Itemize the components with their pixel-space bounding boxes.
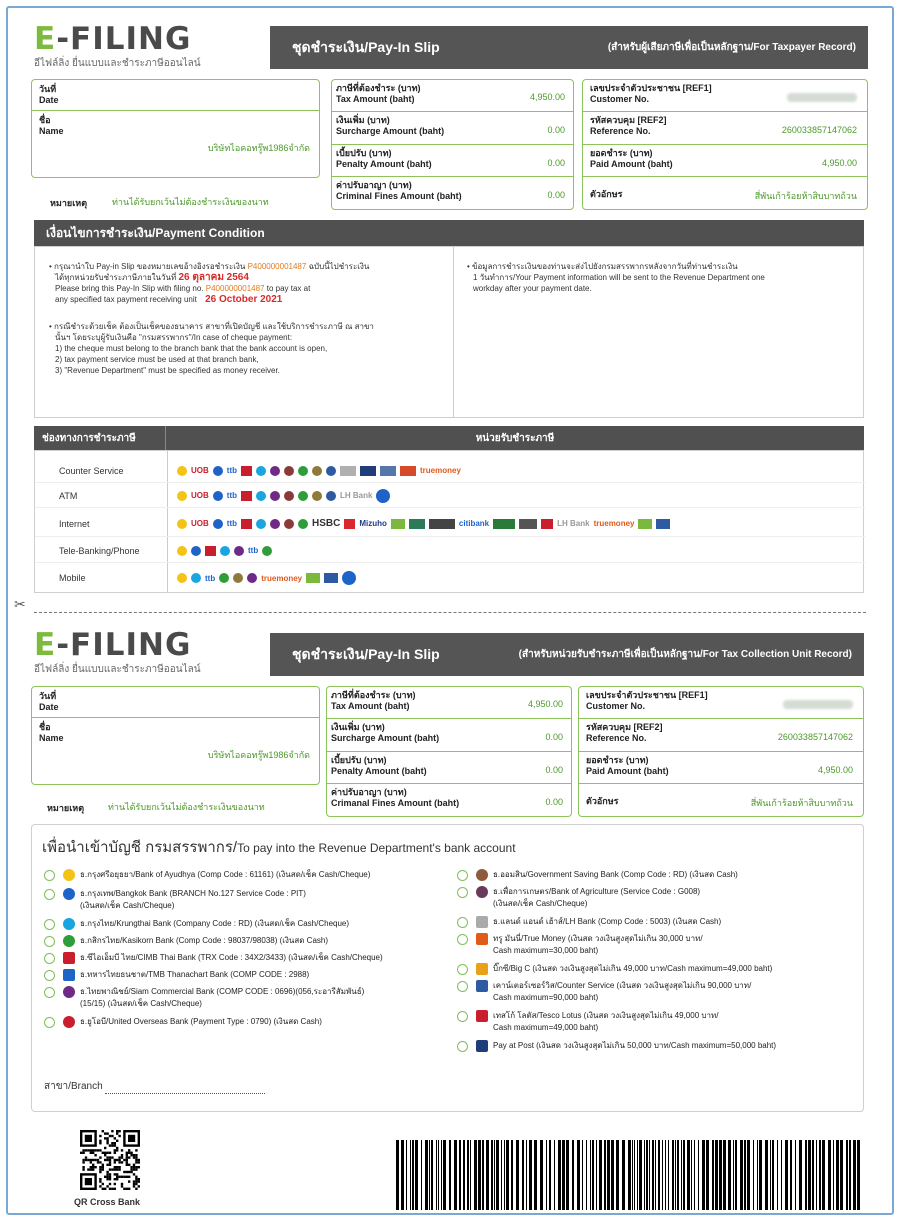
cimb-icon [63, 952, 75, 964]
payment-condition-header: เงื่อนไขการชำระเงิน/Payment Condition [34, 220, 864, 246]
radio-button[interactable] [457, 870, 468, 881]
slip1-title: ชุดชำระเงิน/Pay-In Slip [292, 38, 440, 55]
slip1-reference-box [582, 79, 868, 210]
bank-option[interactable]: เคาน์เตอร์เซอร์วิส/Counter Service (เงินสด วงเงินสูงสุดไม่เกิน 90,000 บาท/ [457, 980, 862, 992]
surcharge-label: เงินเพิ่ม (บาท) Surcharge Amount (baht) [336, 115, 445, 136]
logo-letter: E [34, 627, 57, 663]
qr-label: QR Cross Bank [74, 1197, 141, 1207]
uob-icon [63, 1016, 75, 1028]
slip2-title: ชุดชำระเงิน/Pay-In Slip [292, 645, 440, 662]
bank-option[interactable]: ธ.เพื่อการเกษตร/Bank of Agriculture (Service Code : G008) [457, 886, 862, 898]
bank-option-note: Cash maximum=49,000 baht) [493, 1023, 599, 1032]
channel-row: ATM UOB ttb LH Bank [35, 484, 865, 508]
radio-button[interactable] [44, 987, 55, 998]
channel-logos: UOB ttb truemoney [167, 459, 461, 482]
channels-table [34, 450, 864, 593]
scb-icon [63, 986, 75, 998]
fine-label: ค่าปรับอาญา (บาท) Criminal Fines Amount (baht) [336, 180, 462, 201]
condition-left-text: • กรุณานำใบ Pay-in Slip ของหมายเลขอ้างอิงรอชำระเงิน P400000001487 ฉบับนี้ไปชำระเงิน ได้ทุกหน่วยรับชำระภาษีภายในวันที่ 26 ตุลาคม 2564 Please bring this Pay-In Slip with filing no. P400000001487 to pay tax at any specified tax payment receiving unit 26 October 2021 • กรณีชำระด้วยเช็ค ต้องเป็นเช็คของธนาคาร สาขาที่เปิดบัญชี และใช้บริการชำระภาษี ณ สาขา นั้นฯ โดยระบุผู้รับเงินคือ "กรมสรรพากร"/In case of cheque payment: 1) the cheque must belong to the branch bank that the bank account is open, 2) tax payment service must be used at that branch bank, 3) "Revenue Department" must be specified as money receiver. [49, 262, 374, 375]
radio-button[interactable] [457, 964, 468, 975]
penalty-value: 0.00 [547, 158, 565, 168]
bank-option[interactable]: ธ.กรุงไทย/Krungthai Bank (Company Code : RD) (เงินสด/เช็ค Cash/Cheque) [44, 918, 464, 930]
surcharge-value: 0.00 [545, 732, 563, 742]
channels-col1: ช่องทางการชำระภาษี [34, 426, 166, 450]
channel-logos: ttb truemoney [167, 565, 356, 591]
name-label: ชื่อ Name [39, 115, 64, 136]
bank-account-title: เพื่อนำเข้าบัญชี กรมสรรพากร/To pay into the Revenue Department's bank account [42, 839, 516, 856]
bank-option-note: (เงินสด/เช็ค Cash/Cheque) [493, 899, 588, 908]
bank-option[interactable]: เทสโก้ โลตัส/Tesco Lotus (เงินสด วงเงินสูงสุดไม่เกิน 49,000 บาท/ [457, 1010, 862, 1022]
note-label: หมายเหตุ [50, 198, 88, 208]
channels-header [34, 426, 864, 450]
fine-label: ค่าปรับอาญา (บาท) Crimanal Fines Amount (baht) [331, 787, 460, 808]
letters-value: สี่พันเก้าร้อยห้าสิบบาทถ้วน [750, 798, 853, 808]
bank-option[interactable]: ธ.ยูโอบี/United Overseas Bank (Payment Type : 0790) (เงินสด Cash) [44, 1016, 464, 1028]
radio-button[interactable] [457, 981, 468, 992]
penalty-label: เบี้ยปรับ (บาท) Penalty Amount (baht) [331, 755, 427, 776]
bank-option-note: Cash maximum=90,000 baht) [493, 993, 599, 1002]
bank-option[interactable]: ธ.ออมสิน/Government Saving Bank (Comp Code : RD) (เงินสด Cash) [457, 869, 862, 881]
branch-field[interactable] [44, 1079, 265, 1094]
cut-line [34, 612, 866, 613]
bank-option-note: (เงินสด/เช็ค Cash/Cheque) [80, 901, 175, 910]
penalty-label: เบี้ยปรับ (บาท) Penalty Amount (baht) [336, 148, 432, 169]
bank-option[interactable]: ธ.ซีไอเอ็มบี ไทย/CIMB Thai Bank (TRX Code : 34X2/3433) (เงินสด/เช็ค Cash/Cheque) [44, 952, 464, 964]
gsb-icon [476, 869, 488, 881]
radio-button[interactable] [44, 919, 55, 930]
slip2-date-name-box [31, 686, 320, 785]
tax-label: ภาษีที่ต้องชำระ (บาท) Tax Amount (baht) [331, 690, 416, 711]
surcharge-value: 0.00 [547, 125, 565, 135]
channel-row: Internet UOB ttb HSBC Mizuho citibank LH Bank truemoney [35, 511, 865, 537]
bank-option[interactable]: ธ.แลนด์ แอนด์ เฮ้าส์/LH Bank (Comp Code : 5003) (เงินสด Cash) [457, 916, 862, 928]
customer-label: เลขประจำตัวประชาชน [REF1] Customer No. [586, 690, 708, 711]
name-value: บริษัทไอคอทรู๊พ1986จำกัด [207, 143, 310, 153]
note-label: หมายเหตุ [47, 803, 85, 813]
qr-code [80, 1130, 140, 1190]
logo-word: -FILING [56, 21, 192, 57]
slip1-header [270, 26, 868, 69]
customer-value-blurred [783, 700, 853, 711]
bank-option[interactable]: ธ.ไทยพาณิชย์/Siam Commercial Bank (COMP CODE : 0696)(056,ระอารีสัมพันธ์) [44, 986, 464, 998]
bank-option[interactable]: ธ.กรุงเทพ/Bangkok Bank (BRANCH No.127 Service Code : PIT) [44, 888, 464, 900]
channel-row: Tele-Banking/Phone ttb [35, 539, 865, 563]
barcode [396, 1140, 868, 1210]
letters-label: ตัวอักษร [590, 189, 623, 199]
radio-button[interactable] [457, 887, 468, 898]
bank-option-note: Cash maximum=30,000 baht) [493, 946, 599, 955]
slip1-amount-box [331, 79, 574, 210]
radio-button[interactable] [457, 1011, 468, 1022]
letters-value: สี่พันเก้าร้อยห้าสิบบาทถ้วน [754, 191, 857, 201]
bigc-icon [476, 963, 488, 975]
logo-letter: E [34, 21, 57, 57]
radio-button[interactable] [44, 1017, 55, 1028]
paid-label: ยอดชำระ (บาท) Paid Amount (baht) [586, 755, 669, 776]
lh-bank-icon [476, 916, 488, 928]
bank-option[interactable]: ธ.กรุงศรีอยุธยา/Bank of Ayudhya (Comp Code : 61161) (เงินสด/เช็ค Cash/Cheque) [44, 869, 464, 881]
name-value: บริษัทไอคอทรู๊พ1986จำกัด [207, 750, 310, 760]
slip2-header [270, 633, 864, 676]
radio-button[interactable] [457, 934, 468, 945]
bank-list-right [457, 869, 862, 1052]
tax-value: 4,950.00 [527, 699, 563, 709]
channel-logos: ttb [167, 539, 272, 562]
krungthai-icon [63, 918, 75, 930]
bank-option[interactable]: ทรู มันนี่/True Money (เงินสด วงเงินสูงสุดไม่เกิน 30,000 บาท/ [457, 933, 862, 945]
penalty-value: 0.00 [545, 765, 563, 775]
scissor-icon: ✂ [14, 596, 26, 612]
slip2-amount-box [326, 686, 572, 817]
bank-option-note: (15/15) (เงินสด/เช็ค Cash/Cheque) [80, 999, 202, 1008]
condition-right-text: • ข้อมูลการชำระเงินของท่านจะส่งไปยังกรมสรรพากรหลังจากวันที่ท่านชำระเงิน 1 วันทำการ/Your Payment information will be sent to the Revenue Department one workday after your payment date. [467, 262, 765, 293]
tesco-icon [476, 1010, 488, 1022]
truemoney-icon [476, 933, 488, 945]
radio-button[interactable] [457, 917, 468, 928]
tax-value: 4,950.00 [529, 92, 565, 102]
channel-logos: UOB ttb LH Bank [167, 484, 390, 507]
efiling-logo-2 [34, 628, 201, 677]
channel-row: Counter Service UOB ttb truemoney [35, 459, 865, 483]
efiling-logo [34, 22, 201, 71]
krungsri-icon [63, 869, 75, 881]
bank-option[interactable]: บิ๊กซี/Big C (เงินสด วงเงินสูงสุดไม่เกิน 49,000 บาท/Cash maximum=49,000 baht) [457, 963, 862, 975]
fine-value: 0.00 [545, 797, 563, 807]
reference-value: 260033857147062 [777, 732, 853, 742]
surcharge-label: เงินเพิ่ม (บาท) Surcharge Amount (baht) [331, 722, 440, 743]
radio-button[interactable] [44, 936, 55, 947]
channel-logos: UOB ttb HSBC Mizuho citibank LH Bank truemoney [167, 511, 670, 536]
radio-button[interactable] [44, 870, 55, 881]
bank-option[interactable]: Pay at Post (เงินสด วงเงินสูงสุดไม่เกิน 50,000 บาท/Cash maximum=50,000 baht) [457, 1040, 862, 1052]
baac-icon [476, 886, 488, 898]
date-label: วันที่ Date [39, 84, 59, 105]
customer-value-blurred [787, 93, 857, 104]
due-date-en: 26 October 2021 [205, 294, 283, 305]
radio-button[interactable] [44, 970, 55, 981]
channels-col2: หน่วยรับชำระภาษี [475, 432, 555, 444]
fine-value: 0.00 [547, 190, 565, 200]
paid-value: 4,950.00 [821, 158, 857, 168]
pay-at-post-icon [476, 1040, 488, 1052]
slip2-subtitle: (สำหรับหน่วยรับชำระภาษีเพื่อเป็นหลักฐาน/For Tax Collection Unit Record) [518, 649, 852, 660]
kasikorn-icon [63, 935, 75, 947]
reference-label: รหัสควบคุม [REF2] Reference No. [586, 722, 663, 743]
bank-option[interactable]: ธ.กสิกรไทย/Kasikorn Bank (Comp Code : 98037/98038) (เงินสด Cash) [44, 935, 464, 947]
customer-label: เลขประจำตัวประชาชน [REF1] Customer No. [590, 83, 712, 104]
branch-input-line[interactable] [105, 1093, 265, 1094]
counter-service-icon [476, 980, 488, 992]
note-value: ท่านได้รับยกเว้นไม่ต้องชำระเงินของนาท [108, 802, 265, 812]
condition-ref-en: P400000001487 [205, 284, 265, 293]
radio-button[interactable] [44, 889, 55, 900]
reference-label: รหัสควบคุม [REF2] Reference No. [590, 115, 667, 136]
payment-condition-box [34, 246, 864, 418]
bangkok-bank-icon [63, 888, 75, 900]
slip1-subtitle: (สำหรับผู้เสียภาษีเพื่อเป็นหลักฐาน/For Taxpayer Record) [607, 42, 856, 53]
reference-value: 260033857147062 [781, 125, 857, 135]
slip1-date-name-box [31, 79, 320, 178]
radio-button[interactable] [457, 1041, 468, 1052]
branch-label: สาขา/Branch [44, 1081, 103, 1092]
due-date-th: 26 ตุลาคม 2564 [178, 272, 249, 283]
bank-option[interactable]: ธ.ทหารไทยธนชาต/TMB Thanachart Bank (COMP CODE : 2988) [44, 969, 464, 981]
radio-button[interactable] [44, 953, 55, 964]
paid-label: ยอดชำระ (บาท) Paid Amount (baht) [590, 148, 673, 169]
letters-label: ตัวอักษร [586, 796, 619, 806]
logo-subtitle: อีไฟล์ลิ่ง ยื่นแบบและชำระภาษีออนไลน์ [34, 664, 201, 675]
date-label: วันที่ Date [39, 691, 59, 712]
logo-subtitle: อีไฟล์ลิ่ง ยื่นแบบและชำระภาษีออนไลน์ [34, 58, 201, 69]
name-label: ชื่อ Name [39, 722, 64, 743]
condition-ref-th: P400000001487 [247, 262, 307, 271]
slip2-reference-box [578, 686, 864, 817]
channel-row: Mobile ttb truemoney [35, 565, 865, 591]
tax-label: ภาษีที่ต้องชำระ (บาท) Tax Amount (baht) [336, 83, 421, 104]
logo-word: -FILING [56, 627, 192, 663]
bank-list-left [44, 869, 464, 1028]
paid-value: 4,950.00 [817, 765, 853, 775]
bank-account-box [31, 824, 864, 1112]
ttb-icon [63, 969, 75, 981]
note-value: ท่านได้รับยกเว้นไม่ต้องชำระเงินของนาท [112, 197, 269, 207]
